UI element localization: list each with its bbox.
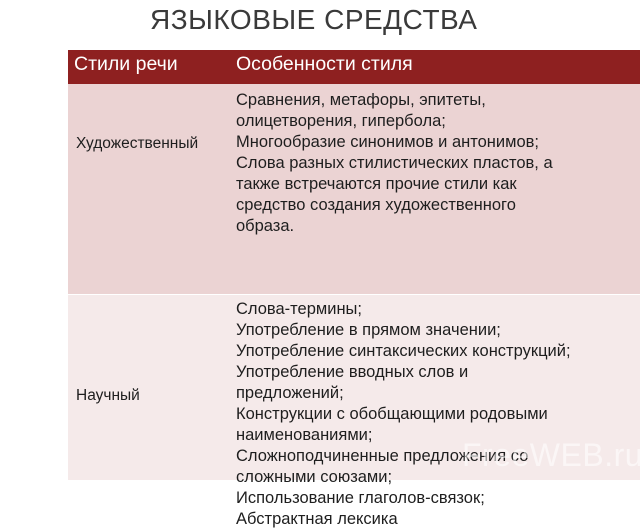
feature-line: олицетворения, гипербола; (236, 112, 446, 130)
feature-line: средство создания художественного (236, 196, 516, 214)
style-name-scientific: Научный (76, 387, 140, 404)
feature-line: Сложноподчиненные предложения со (236, 447, 529, 465)
watermark: FreeWEB.ru (462, 437, 643, 473)
feature-line: Употребление синтаксических конструкций; (236, 342, 571, 360)
header-style-features: Особенности стиля (236, 53, 413, 75)
feature-line: образа. (236, 217, 295, 235)
feature-line: Употребление в прямом значении; (236, 321, 501, 339)
feature-line: наименованиями; (236, 426, 373, 444)
feature-line: Конструкции с обобщающими родовыми (236, 405, 548, 423)
feature-line: Использование глаголов-связок; (236, 489, 485, 507)
slide-title: ЯЗЫКОВЫЕ СРЕДСТВА (150, 4, 478, 35)
style-features-scientific (236, 299, 640, 530)
feature-line: Многообразие синонимов и антонимов; (236, 133, 539, 151)
feature-line: сложными союзами; (236, 468, 393, 486)
feature-line: Употребление вводных слов и (236, 363, 469, 381)
feature-line: Абстрактная лексика (236, 510, 398, 528)
feature-line: Сравнения, метафоры, эпитеты, (236, 91, 486, 109)
feature-line: предложений; (236, 384, 344, 402)
table-header-row (68, 50, 640, 84)
table-row (68, 84, 640, 294)
header-speech-styles: Стили речи (74, 53, 178, 75)
style-name-artistic: Художественный (76, 135, 199, 152)
feature-line: Слова-термины; (236, 300, 362, 318)
feature-line: Слова разных стилистических пластов, а (236, 154, 553, 172)
styles-table (68, 50, 640, 528)
style-features-artistic (236, 90, 640, 237)
feature-line: также встречаются прочие стили как (236, 175, 517, 193)
